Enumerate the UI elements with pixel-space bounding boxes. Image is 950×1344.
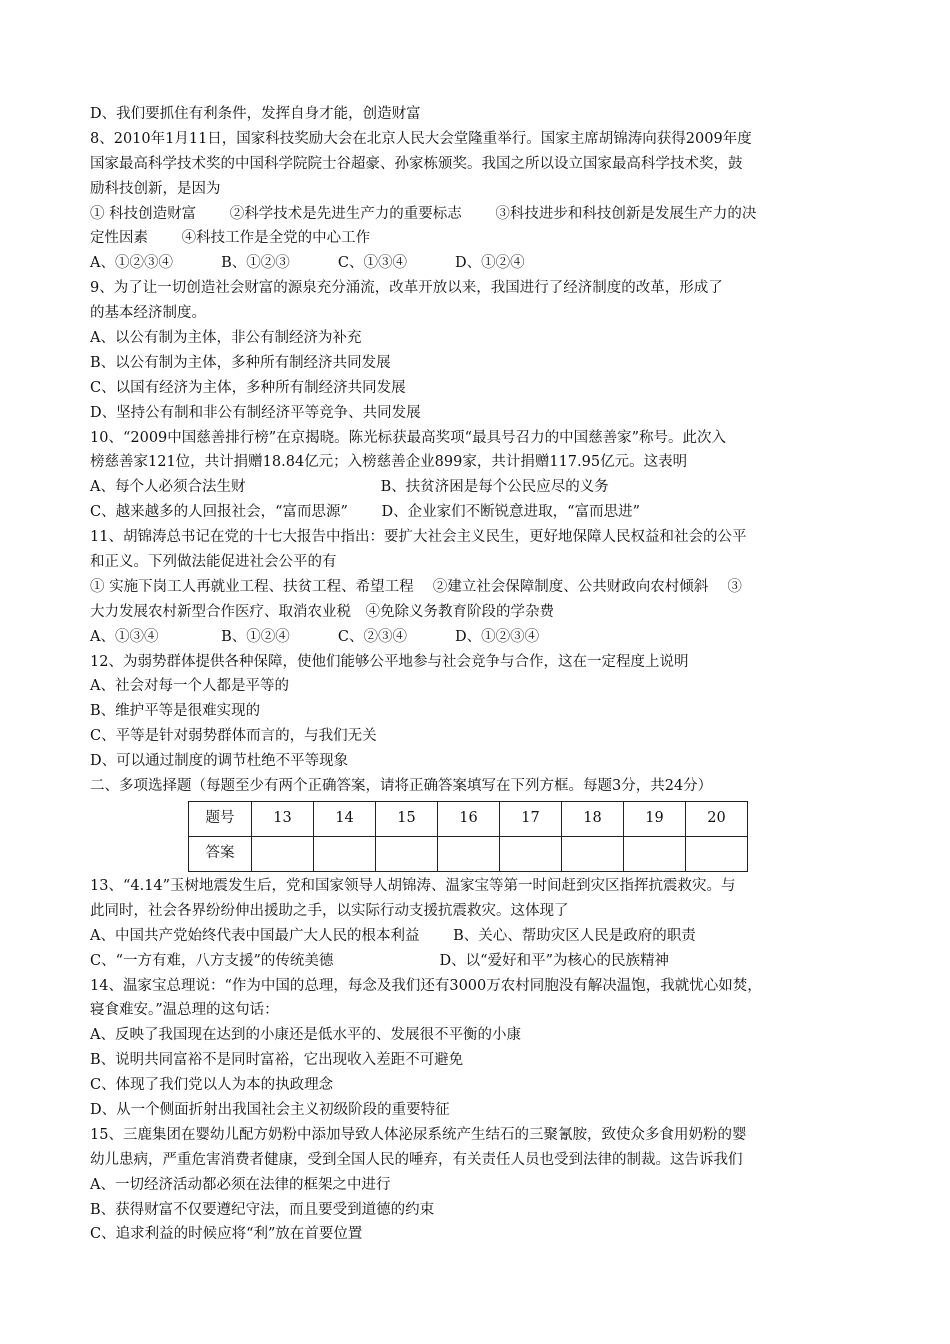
text-line: 寝食难安。”温总理的这句话： — [90, 1002, 279, 1019]
text-line: 15、三鹿集团在婴幼儿配方奶粉中添加导致人体泌尿系统产生结石的三聚氰胺，致使众多食用奶粉的婴 — [90, 1126, 747, 1143]
text-line: ① 科技创造财富 ②科学技术是先进生产力的重要标志 ③科技进步和科技创新是发展生产力的决 — [90, 205, 757, 222]
table-header-cell: 17 — [500, 801, 562, 836]
text-line: A、社会对每一个人都是平等的 — [90, 678, 289, 695]
table-header-cell: 13 — [252, 801, 314, 836]
text-line: 大力发展农村新型合作医疗、取消农业税 ④免除义务教育阶段的学杂费 — [90, 603, 554, 620]
table-header-cell: 16 — [438, 801, 500, 836]
text-line: D、从一个侧面折射出我国社会主义初级阶段的重要特征 — [90, 1101, 450, 1118]
text-line: 13、“4.14”玉树地震发生后，党和国家领导人胡锦涛、温家宝等第一时间赶到灾区指挥抗震救灾。与 — [90, 877, 736, 894]
answer-cell[interactable] — [314, 836, 376, 871]
text-line: D、我们要抓住有利条件，发挥自身才能，创造财富 — [90, 106, 421, 122]
text-line: B、说明共同富裕不是同时富裕，它出现收入差距不可避免 — [90, 1052, 464, 1069]
text-line: C、以国有经济为主体，多种所有制经济共同发展 — [90, 379, 406, 396]
text-line: 的基本经济制度。 — [90, 305, 206, 322]
text-line: 9、为了让一切创造社会财富的源泉充分涌流，改革开放以来，我国进行了经济制度的改革，形成了 — [90, 280, 723, 297]
table-header-cell: 18 — [562, 801, 624, 836]
text-line: 8、2010年1月11日，国家科技奖励大会在北京人民大会堂隆重举行。国家主席胡锦涛向获得2009年度 — [90, 130, 752, 147]
text-line: ① 实施下岗工人再就业工程、扶贫工程、希望工程 ②建立社会保障制度、公共财政向农村倾斜 ③ — [90, 578, 742, 595]
answer-cell[interactable] — [252, 836, 314, 871]
table-header-cell: 14 — [314, 801, 376, 836]
text-line: A、中国共产党始终代表中国最广大人民的根本利益 B、关心、帮助灾区人民是政府的职责 — [90, 927, 696, 944]
answer-cell[interactable] — [438, 836, 500, 871]
questions-block-2 — [90, 874, 880, 1247]
text-line: 定性因素 ④科技工作是全党的中心工作 — [90, 230, 371, 247]
text-line: A、每个人必须合法生财 B、扶贫济困是每个公民应尽的义务 — [90, 479, 609, 496]
text-line: 幼儿患病，严重危害消费者健康，受到全国人民的唾弃，有关责任人员也受到法律的制裁。这告诉我们 — [90, 1151, 743, 1168]
questions-block-1 — [90, 102, 880, 799]
table-cell: 答案 — [189, 836, 252, 871]
text-line: D、可以通过制度的调节杜绝不平等现象 — [90, 753, 349, 770]
text-line: 国家最高科学技术奖的中国科学院院士谷超豪、孙家栋颁奖。我国之所以设立国家最高科学技术奖，鼓 — [90, 155, 743, 172]
text-line: A、①②③④ B、①②③ C、①③④ D、①②④ — [90, 255, 525, 272]
table-header-cell: 19 — [624, 801, 686, 836]
text-line: 10、“2009中国慈善排行榜”在京揭晓。陈光标获最高奖项“最具号召力的中国慈善家”称号。此次入 — [90, 429, 726, 446]
answer-cell[interactable] — [376, 836, 438, 871]
text-line: 励科技创新，是因为 — [90, 180, 221, 197]
text-line: A、①③④ B、①②④ C、②③④ D、①②③④ — [90, 628, 540, 645]
text-line: 14、温家宝总理说：“作为中国的总理，每念及我们还有3000万农村同胞没有解决温饱，我就忧心如焚， — [90, 977, 762, 994]
text-line: C、平等是针对弱势群体而言的，与我们无关 — [90, 728, 377, 745]
answer-cell[interactable] — [686, 836, 748, 871]
text-line: 此同时，社会各界纷纷伸出援助之手，以实际行动支援抗震救灾。这体现了 — [90, 902, 569, 919]
text-line: A、反映了我国现在达到的小康还是低水平的、发展很不平衡的小康 — [90, 1027, 521, 1044]
text-line: 12、为弱势群体提供各种保障，使他们能够公平地参与社会竞争与合作，这在一定程度上说明 — [90, 653, 689, 670]
text-line: B、以公有制为主体，多种所有制经济共同发展 — [90, 354, 391, 371]
answer-table — [188, 801, 748, 872]
text-line: 11、胡锦涛总书记在党的十七大报告中指出：要扩大社会主义民生，更好地保障人民权益和社会的公平 — [90, 529, 747, 546]
answer-cell[interactable] — [624, 836, 686, 871]
table-header-cell: 20 — [686, 801, 748, 836]
text-line: 榜慈善家121位，共计捐赠18.84亿元；入榜慈善企业899家，共计捐赠117.95亿元。这表明 — [90, 454, 688, 471]
section-heading: 二、多项选择题（每题至少有两个正确答案，请将正确答案填写在下列方框。每题3分，共24分） — [90, 778, 713, 795]
answer-cell[interactable] — [562, 836, 624, 871]
table-row — [189, 801, 748, 836]
text-line: 和正义。下列做法能促进社会公平的有 — [90, 554, 337, 571]
text-line: B、获得财富不仅要遵纪守法，而且要受到道德的约束 — [90, 1201, 435, 1218]
exam-page — [90, 102, 880, 1247]
text-line: D、坚持公有制和非公有制经济平等竞争、共同发展 — [90, 404, 421, 421]
text-line: C、越来越多的人回报社会，“富而思源” D、企业家们不断锐意进取，“富而思进” — [90, 504, 640, 521]
text-line: A、一切经济活动都必须在法律的框架之中进行 — [90, 1176, 391, 1193]
text-line: C、“一方有难，八方支援”的传统美德 D、以“爱好和平”为核心的民族精神 — [90, 952, 669, 969]
table-row — [189, 836, 748, 871]
table-header-cell: 题号 — [189, 801, 252, 836]
text-line: B、维护平等是很难实现的 — [90, 703, 261, 720]
table-header-cell: 15 — [376, 801, 438, 836]
text-line: A、以公有制为主体，非公有制经济为补充 — [90, 330, 362, 347]
text-line: C、体现了我们党以人为本的执政理念 — [90, 1077, 334, 1094]
text-line: C、追求利益的时候应将“利”放在首要位置 — [90, 1226, 363, 1243]
answer-cell[interactable] — [500, 836, 562, 871]
